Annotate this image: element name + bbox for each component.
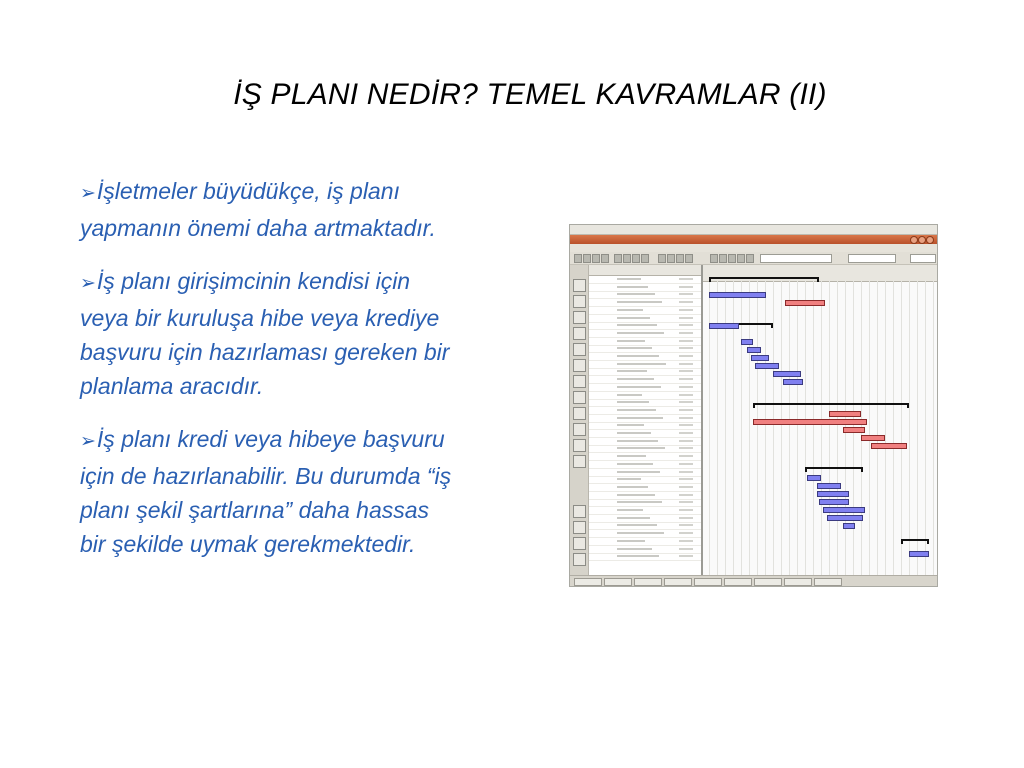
- gantt-gridline: [837, 281, 838, 575]
- task-duration-placeholder: [679, 471, 693, 473]
- task-bar: [755, 363, 779, 369]
- bullet-item: [80, 422, 460, 561]
- minimize-icon: [910, 236, 918, 244]
- sidebar-icon: [573, 537, 586, 550]
- task-name-placeholder: [617, 532, 664, 534]
- toolbar-icon: [623, 254, 631, 263]
- sidebar-icon: [573, 439, 586, 452]
- gantt-gridline: [781, 281, 782, 575]
- task-name-placeholder: [617, 424, 644, 426]
- task-name-placeholder: [617, 363, 666, 365]
- task-name-placeholder: [617, 417, 663, 419]
- task-name-placeholder: [617, 309, 643, 311]
- summary-task-bar: [753, 403, 909, 405]
- task-bar: [751, 355, 769, 361]
- gantt-gridline: [813, 281, 814, 575]
- task-duration-placeholder: [679, 409, 693, 411]
- sidebar-icon: [573, 391, 586, 404]
- task-bar: [871, 443, 907, 449]
- task-duration-placeholder: [679, 517, 693, 519]
- gantt-screenshot-image: [569, 224, 938, 587]
- task-bar: [843, 427, 865, 433]
- summary-task-bar: [805, 467, 863, 469]
- task-duration-placeholder: [679, 324, 693, 326]
- task-name-placeholder: [617, 548, 652, 550]
- task-bar: [783, 379, 803, 385]
- bullet-list: [80, 174, 460, 580]
- filter-combo: [760, 254, 832, 263]
- toolbar-icon: [601, 254, 609, 263]
- desktop-panel: [570, 225, 937, 235]
- taskbar: [570, 575, 937, 587]
- sidebar-icon: [573, 521, 586, 534]
- task-name-placeholder: [617, 432, 651, 434]
- task-duration-placeholder: [679, 524, 693, 526]
- table-row: [589, 553, 701, 561]
- toolbar-icon: [574, 254, 582, 263]
- task-bar: [823, 507, 865, 513]
- task-duration-placeholder: [679, 548, 693, 550]
- task-name-placeholder: [617, 447, 665, 449]
- task-bar: [861, 435, 885, 441]
- toolbar-icon: [614, 254, 622, 263]
- gantt-gridline: [909, 281, 910, 575]
- task-duration-placeholder: [679, 509, 693, 511]
- toolbar-icon: [746, 254, 754, 263]
- maximize-icon: [918, 236, 926, 244]
- task-bar: [747, 347, 761, 353]
- task-duration-placeholder: [679, 370, 693, 372]
- sidebar-icon: [573, 343, 586, 356]
- toolbar-icon: [728, 254, 736, 263]
- task-duration-placeholder: [679, 447, 693, 449]
- toolbar-icon: [632, 254, 640, 263]
- task-bar: [753, 419, 867, 425]
- task-duration-placeholder: [679, 463, 693, 465]
- sidebar-icon: [573, 553, 586, 566]
- task-duration-placeholder: [679, 317, 693, 319]
- task-name-placeholder: [617, 347, 652, 349]
- task-duration-placeholder: [679, 386, 693, 388]
- gantt-gridline: [805, 281, 806, 575]
- task-duration-placeholder: [679, 309, 693, 311]
- task-duration-placeholder: [679, 555, 693, 557]
- gantt-gridline: [765, 281, 766, 575]
- arrow-bullet-icon: ➢: [80, 273, 96, 294]
- task-name-placeholder: [617, 386, 661, 388]
- gantt-gridline: [917, 281, 918, 575]
- task-name-placeholder: [617, 378, 654, 380]
- task-name-placeholder: [617, 409, 656, 411]
- task-bar: [709, 323, 739, 329]
- gantt-gridline: [925, 281, 926, 575]
- gantt-timeline-header: [703, 265, 937, 282]
- toolbar-icon: [592, 254, 600, 263]
- task-name-placeholder: [617, 455, 646, 457]
- task-duration-placeholder: [679, 286, 693, 288]
- task-duration-placeholder: [679, 278, 693, 280]
- task-duration-placeholder: [679, 540, 693, 542]
- taskbar-button: [784, 578, 812, 586]
- task-name-placeholder: [617, 486, 648, 488]
- gantt-gridline: [877, 281, 878, 575]
- task-name-placeholder: [617, 340, 645, 342]
- task-name-placeholder: [617, 517, 650, 519]
- task-name-placeholder: [617, 394, 642, 396]
- task-name-placeholder: [617, 317, 650, 319]
- task-bar: [807, 475, 821, 481]
- toolbar-icon: [685, 254, 693, 263]
- task-bar: [829, 411, 861, 417]
- task-duration-placeholder: [679, 347, 693, 349]
- task-name-placeholder: [617, 478, 641, 480]
- task-bar: [817, 483, 841, 489]
- task-duration-placeholder: [679, 432, 693, 434]
- sidebar-icon: [573, 455, 586, 468]
- task-name-placeholder: [617, 540, 645, 542]
- task-duration-placeholder: [679, 332, 693, 334]
- gantt-gridline: [757, 281, 758, 575]
- task-duration-placeholder: [679, 494, 693, 496]
- task-bar: [843, 523, 855, 529]
- gantt-gridline: [901, 281, 902, 575]
- toolbar-icon: [641, 254, 649, 263]
- toolbar-icon: [667, 254, 675, 263]
- task-bar: [817, 491, 849, 497]
- task-name-placeholder: [617, 278, 641, 280]
- task-name-placeholder: [617, 355, 659, 357]
- task-duration-placeholder: [679, 486, 693, 488]
- sidebar-icon: [573, 359, 586, 372]
- gantt-gridline: [821, 281, 822, 575]
- task-duration-placeholder: [679, 532, 693, 534]
- task-table: [589, 265, 703, 575]
- task-name-placeholder: [617, 555, 659, 557]
- task-name-placeholder: [617, 471, 660, 473]
- summary-task-bar: [709, 277, 819, 279]
- menu-bar: [570, 244, 937, 252]
- task-name-placeholder: [617, 370, 647, 372]
- sidebar-icon: [573, 505, 586, 518]
- task-duration-placeholder: [679, 355, 693, 357]
- gantt-gridline: [797, 281, 798, 575]
- gantt-gridline: [741, 281, 742, 575]
- bullet-item: [80, 264, 460, 403]
- task-bar: [909, 551, 929, 557]
- task-bar: [819, 499, 849, 505]
- arrow-bullet-icon: ➢: [80, 431, 96, 452]
- task-duration-placeholder: [679, 378, 693, 380]
- task-name-placeholder: [617, 463, 653, 465]
- gantt-gridline: [789, 281, 790, 575]
- sidebar-icon: [573, 375, 586, 388]
- task-name-placeholder: [617, 494, 655, 496]
- toolbar-icon: [710, 254, 718, 263]
- task-duration-placeholder: [679, 478, 693, 480]
- sidebar-icon: [573, 327, 586, 340]
- slide-title: İŞ PLANI NEDİR? TEMEL KAVRAMLAR (II): [233, 78, 827, 111]
- taskbar-button: [604, 578, 632, 586]
- sidebar-icon: [573, 295, 586, 308]
- task-name-placeholder: [617, 524, 657, 526]
- task-name-placeholder: [617, 324, 657, 326]
- task-name-placeholder: [617, 301, 662, 303]
- task-duration-placeholder: [679, 394, 693, 396]
- sidebar-icon: [573, 279, 586, 292]
- toolbar-icon: [737, 254, 745, 263]
- gantt-gridline: [885, 281, 886, 575]
- taskbar-button: [574, 578, 602, 586]
- task-duration-placeholder: [679, 424, 693, 426]
- toolbar-icon: [676, 254, 684, 263]
- bullet-text: İş planı kredi veya hibeye başvuru için de hazırlanabilir. Bu durumda “iş planı şekil şartlarına” daha hassas bir şekilde uymak gerekmektedir.: [80, 426, 452, 557]
- gantt-chart: [703, 265, 937, 575]
- sidebar-icon: [573, 311, 586, 324]
- task-duration-placeholder: [679, 401, 693, 403]
- task-name-placeholder: [617, 440, 658, 442]
- task-duration-placeholder: [679, 417, 693, 419]
- taskbar-button: [694, 578, 722, 586]
- toolbar: [570, 252, 937, 265]
- view-combo: [910, 254, 936, 263]
- task-duration-placeholder: [679, 293, 693, 295]
- task-table-header: [589, 265, 701, 276]
- close-icon: [926, 236, 934, 244]
- bullet-text: İş planı girişimcinin kendisi için veya bir kuruluşa hibe veya krediye başvuru için hazırlaması gereken bir planlama aracıdır.: [80, 268, 450, 399]
- sidebar: [570, 265, 589, 575]
- sidebar-icon: [573, 407, 586, 420]
- task-name-placeholder: [617, 332, 664, 334]
- bullet-item: [80, 174, 460, 245]
- sort-combo: [848, 254, 896, 263]
- gantt-gridline: [893, 281, 894, 575]
- toolbar-icon: [658, 254, 666, 263]
- task-name-placeholder: [617, 401, 649, 403]
- summary-task-bar: [901, 539, 929, 541]
- task-duration-placeholder: [679, 301, 693, 303]
- gantt-gridline: [869, 281, 870, 575]
- gantt-gridline: [933, 281, 934, 575]
- task-bar: [773, 371, 801, 377]
- task-bar: [827, 515, 863, 521]
- task-bar: [741, 339, 753, 345]
- arrow-bullet-icon: ➢: [80, 183, 96, 204]
- task-name-placeholder: [617, 509, 643, 511]
- taskbar-button: [634, 578, 662, 586]
- taskbar-button: [664, 578, 692, 586]
- gantt-gridline: [773, 281, 774, 575]
- toolbar-icon: [583, 254, 591, 263]
- task-duration-placeholder: [679, 363, 693, 365]
- toolbar-icon: [719, 254, 727, 263]
- gantt-gridline: [749, 281, 750, 575]
- task-duration-placeholder: [679, 440, 693, 442]
- window-titlebar: [570, 235, 937, 244]
- sidebar-icon: [573, 423, 586, 436]
- task-name-placeholder: [617, 286, 648, 288]
- task-duration-placeholder: [679, 340, 693, 342]
- task-duration-placeholder: [679, 501, 693, 503]
- task-name-placeholder: [617, 501, 662, 503]
- taskbar-button: [814, 578, 842, 586]
- task-duration-placeholder: [679, 455, 693, 457]
- task-name-placeholder: [617, 293, 655, 295]
- bullet-text: İşletmeler büyüdükçe, iş planı yapmanın önemi daha artmaktadır.: [80, 178, 436, 241]
- task-bar: [785, 300, 825, 306]
- task-bar: [709, 292, 766, 298]
- taskbar-button: [724, 578, 752, 586]
- taskbar-button: [754, 578, 782, 586]
- gantt-gridline: [829, 281, 830, 575]
